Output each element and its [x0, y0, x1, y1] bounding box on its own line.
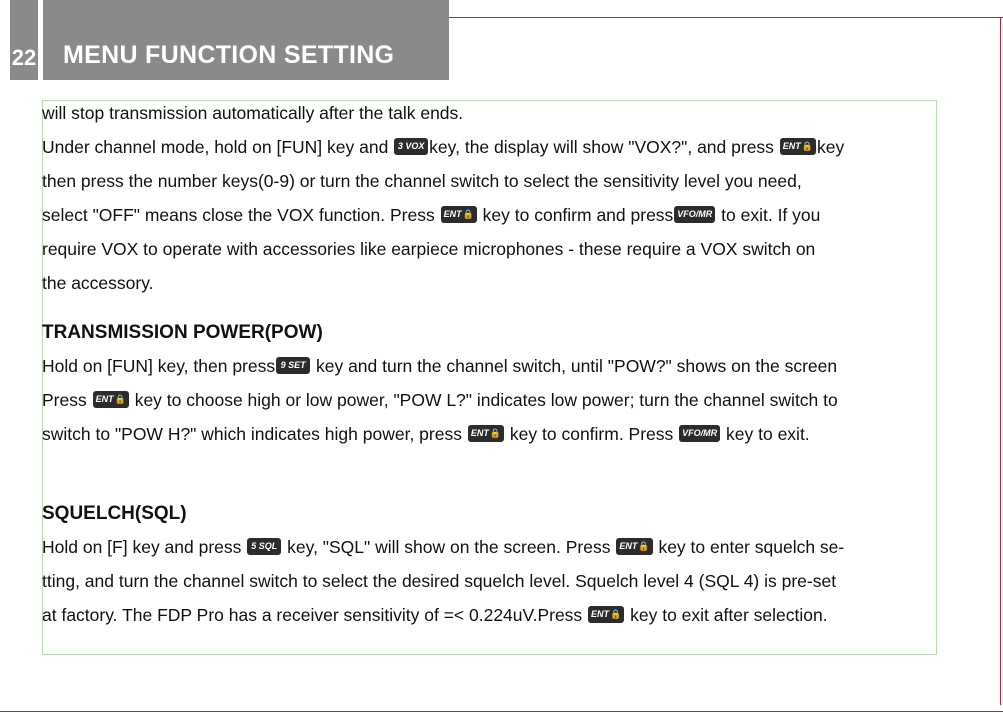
text-run: to exit. If you [716, 205, 821, 225]
manual-text [42, 96, 957, 632]
lock-icon: 🔒 [114, 393, 126, 404]
ent-key-icon [780, 138, 816, 155]
vfo-key-icon: VFO/MR [674, 206, 715, 223]
text-run: key [817, 137, 845, 157]
text-run: tting, and turn the channel switch to select the desired squelch level. Squelch level 4 (SQL 4) is pre-set [42, 571, 837, 591]
sql-line-1 [42, 530, 957, 564]
text-run: key to choose high or low power, "POW L?" indicates low power; turn the channel switch to [129, 390, 838, 410]
text-run: the accessory. [42, 273, 154, 293]
sql-line-2 [42, 564, 957, 598]
page-title-text: MENU FUNCTION SETTING [63, 41, 395, 69]
sql-heading: SQUELCH(SQL) [42, 503, 187, 524]
text-run: key to confirm and press [477, 205, 674, 225]
key-label: ENT [619, 540, 638, 551]
ent-key-icon [93, 391, 129, 408]
key-label: ENT [591, 608, 610, 619]
text-run: Under channel mode, hold on [FUN] key and [42, 137, 394, 157]
pow-line-3 [42, 417, 957, 451]
page-title [43, 0, 449, 80]
text-run: key to enter squelch se- [653, 537, 845, 557]
lock-icon: 🔒 [462, 208, 474, 219]
text-run: select "OFF" means close the VOX function. Press [42, 205, 440, 225]
ent-key-icon [441, 206, 477, 223]
text-run: key, "SQL" will show on the screen. Press [282, 537, 616, 557]
vox-line-3 [42, 164, 957, 198]
text-run: at factory. The FDP Pro has a receiver sensitivity of =< 0.224uV.Press [42, 605, 588, 625]
text-run: key to exit. [721, 424, 810, 444]
lock-icon: 🔒 [638, 540, 650, 551]
key-label: ENT [443, 208, 462, 219]
vox-line-4 [42, 198, 957, 232]
set-key-icon: 9 SET [276, 357, 310, 374]
sql-key-icon: 5 SQL [247, 538, 281, 555]
vox-line-1 [42, 96, 957, 130]
text-run: key and turn the channel switch, until "POW?" shows on the screen [311, 356, 838, 376]
key-label: ENT [782, 140, 801, 151]
text-run: will stop transmission automatically after the talk ends. [42, 103, 464, 123]
pow-line-2 [42, 383, 957, 417]
top-rule [449, 17, 1003, 18]
spacer [42, 451, 957, 481]
ent-key-icon [588, 606, 624, 623]
bottom-rule [0, 711, 1003, 712]
vox-key-icon: 3 VOX [394, 138, 428, 155]
text-run: Hold on [FUN] key, then press [42, 356, 276, 376]
vfo-key-icon: VFO/MR [679, 425, 720, 442]
text-run: key to confirm. Press [505, 424, 679, 444]
text-run: then press the number keys(0-9) or turn the channel switch to select the sensitivity level you need, [42, 171, 802, 191]
lock-icon: 🔒 [610, 608, 622, 619]
right-rule [1000, 17, 1001, 705]
text-run: key, the display will show "VOX?", and press [429, 137, 779, 157]
text-run: Press [42, 390, 92, 410]
lock-icon: 🔒 [801, 140, 814, 151]
pow-line-1 [42, 349, 957, 383]
lock-icon: 🔒 [489, 427, 502, 438]
key-label: ENT [470, 427, 489, 438]
key-label: ENT [95, 393, 114, 404]
page-number: 22 [10, 0, 38, 80]
vox-line-2 [42, 130, 957, 164]
ent-key-icon [616, 538, 652, 555]
pow-heading: TRANSMISSION POWER(POW) [42, 322, 323, 343]
sql-line-3 [42, 598, 957, 632]
text-run: require VOX to operate with accessories like earpiece microphones - these require a VOX switch on [42, 239, 816, 259]
text-run: key to exit after selection. [625, 605, 828, 625]
text-run: switch to "POW H?" which indicates high power, press [42, 424, 467, 444]
vox-line-6 [42, 266, 957, 300]
ent-key-icon [468, 425, 504, 442]
text-run: Hold on [F] key and press [42, 537, 247, 557]
vox-line-5 [42, 232, 957, 266]
